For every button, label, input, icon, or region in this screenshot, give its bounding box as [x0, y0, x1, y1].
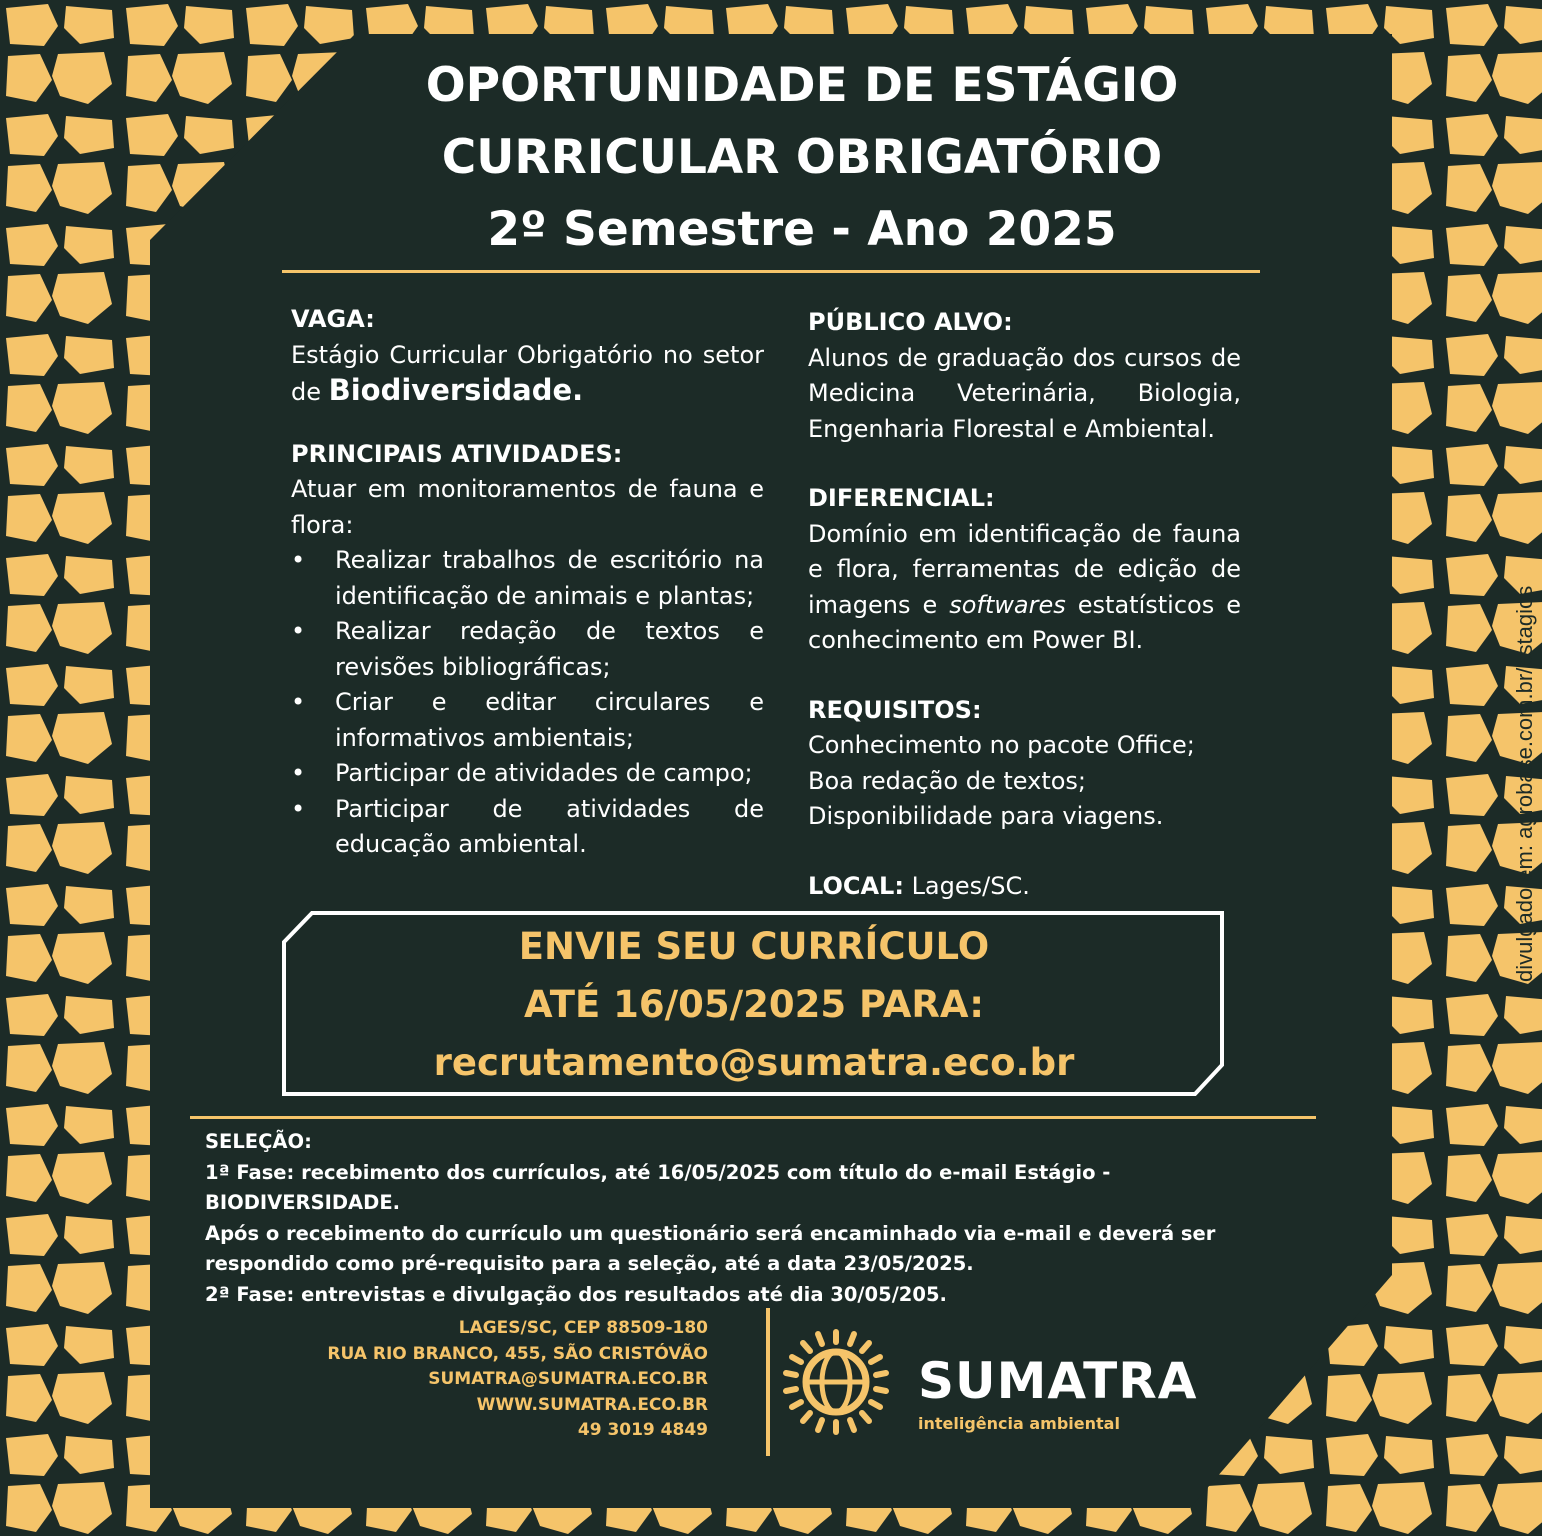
selecao-line: 2ª Fase: entrevistas e divulgação dos resultados até dia 30/05/205. [205, 1282, 947, 1306]
requisitos-heading: REQUISITOS: [808, 695, 982, 724]
atividades-list [291, 543, 764, 863]
list-item: • Realizar redação de textos e revisões bibliográficas; [291, 614, 764, 685]
list-item: • Participar de atividades de campo; [291, 756, 764, 792]
source-note: divulgado em: agrobase.com.br/estagios [1512, 585, 1537, 982]
title-line-3: 2º Semestre - Ano 2025 [487, 202, 1117, 257]
contact-block [300, 1316, 708, 1444]
vaga-highlight: Biodiversidade. [328, 373, 584, 407]
right-column [808, 305, 1241, 904]
left-column [291, 302, 764, 863]
cta-line-2: ATÉ 16/05/2025 PARA: [524, 983, 984, 1026]
selection-divider [190, 1116, 1316, 1119]
cta-box [286, 918, 1222, 1092]
vaga-text: Estágio Curricular Obrigatório no setor de Biodiversidade. [291, 340, 764, 407]
atividades-intro: Atuar em monitoramentos de fauna e flora: [291, 475, 764, 539]
selecao-line: respondido como pré-requisito para a seleção, até a data 23/05/2025. [205, 1252, 974, 1275]
contact-street: RUA RIO BRANCO, 455, SÃO CRISTÓVÃO [327, 1343, 708, 1364]
publico-heading: PÚBLICO ALVO: [808, 308, 1013, 336]
cta-email[interactable]: recrutamento@sumatra.eco.br [433, 1041, 1075, 1084]
publico-text: Alunos de graduação dos cursos de Medicina Veterinária, Biologia, Engenharia Florestal e Ambiental. [808, 343, 1241, 443]
title-divider [282, 270, 1260, 273]
requisito-item: Conhecimento no pacote Office; [808, 731, 1195, 759]
list-item: • Criar e editar circulares e informativos ambientais; [291, 685, 764, 756]
contact-website[interactable]: WWW.SUMATRA.ECO.BR [476, 1394, 708, 1415]
selecao-line: Após o recebimento do currículo um questionário será encaminhado via e-mail e deverá ser [205, 1221, 1216, 1245]
selecao-heading: SELEÇÃO: [205, 1130, 312, 1153]
contact-city: LAGES/SC, CEP 88509-180 [458, 1318, 708, 1338]
diferencial-text: Domínio em identificação de fauna e flora, ferramentas de edição de imagens e softwares estatísticos e conhecimento em Power BI. [808, 519, 1241, 654]
list-item: • Realizar trabalhos de escritório na identificação de animais e plantas; [291, 543, 764, 614]
brand-tagline: inteligência ambiental [918, 1414, 1120, 1433]
requisito-item: Disponibilidade para viagens. [808, 802, 1164, 830]
requisito-item: Boa redação de textos; [808, 766, 1087, 795]
title-line-2: CURRICULAR OBRIGATÓRIO [441, 130, 1163, 185]
local-line: LOCAL: Lages/SC. [808, 871, 1030, 900]
brand-name: SUMATRA [918, 1352, 1198, 1410]
selecao-line: 1ª Fase: recebimento dos currículos, até 16/05/2025 com título do e-mail Estágio - BIODIVERSIDADE. [205, 1160, 1111, 1214]
footer-divider [766, 1308, 770, 1456]
cta-line-1: ENVIE SEU CURRÍCULO [518, 925, 990, 968]
selecao-section [205, 1127, 1295, 1310]
page-title [300, 50, 1304, 266]
diferencial-heading: DIFERENCIAL: [808, 484, 995, 512]
contact-phone: 49 3019 4849 [577, 1420, 708, 1441]
list-item: • Participar de atividades de educação ambiental. [291, 792, 764, 863]
contact-email[interactable]: SUMATRA@SUMATRA.ECO.BR [428, 1369, 708, 1390]
atividades-heading: PRINCIPAIS ATIVIDADES: [291, 439, 623, 468]
title-line-1: OPORTUNIDADE DE ESTÁGIO [425, 58, 1179, 113]
vaga-heading: VAGA: [291, 305, 375, 333]
